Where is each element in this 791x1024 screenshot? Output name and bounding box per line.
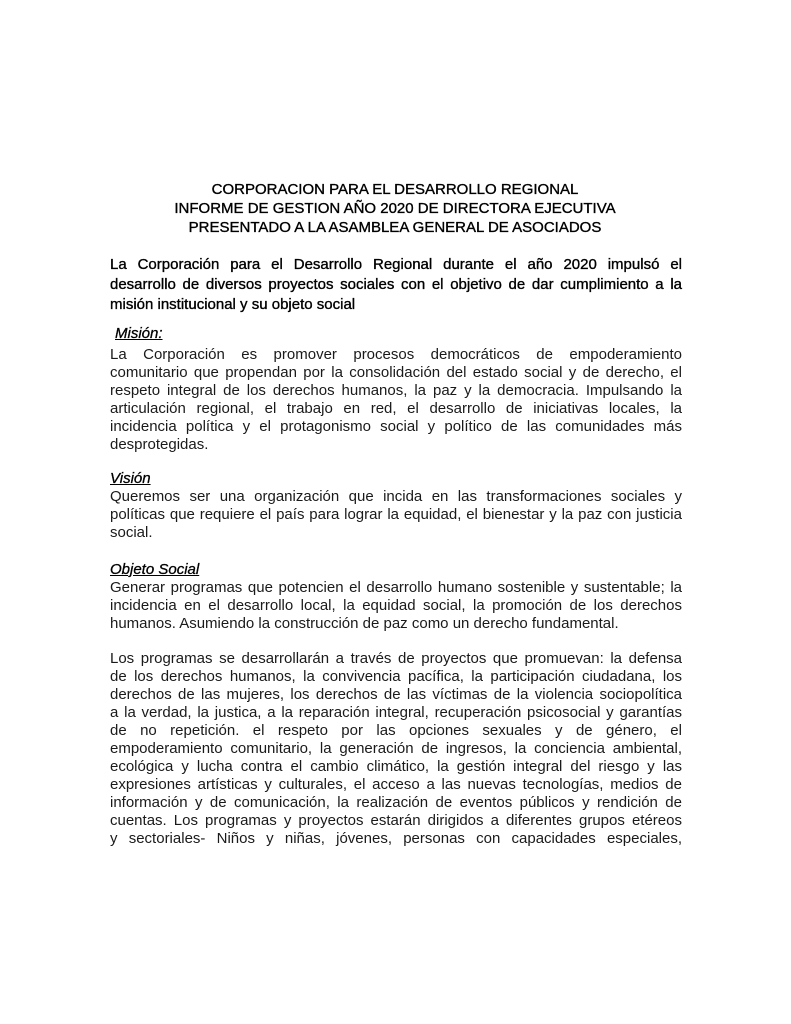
mision-line: comunitario que propendan por la consolidación del estado social y de derecho, el: [110, 364, 682, 381]
programas-line: expresiones artísticas y culturales, el acceso a las nuevas tecnologías, medios de: [110, 776, 682, 793]
vision-line: social.: [110, 524, 153, 541]
mision-paragraph: [110, 346, 682, 454]
objeto-social-paragraph: [110, 579, 682, 633]
heading-line-1: CORPORACION PARA EL DESARROLLO REGIONAL: [211, 181, 579, 198]
mision-line: La Corporación es promover procesos democráticos de empoderamiento: [110, 346, 682, 363]
vision-line: Queremos ser una organización que incida en las transformaciones sociales y: [110, 488, 682, 505]
mision-line: desprotegidas.: [110, 436, 209, 453]
intro-paragraph: [110, 255, 682, 315]
mision-line: incidencia política y el protagonismo social y político de las comunidades más: [110, 418, 682, 435]
programas-line: cuentas. Los programas y proyectos estarán dirigidos a diferentes grupos etéreos: [110, 812, 682, 829]
programas-line: empoderamiento comunitario, la generación de ingresos, la conciencia ambiental,: [110, 740, 682, 757]
vision-line: políticas que requiere el país para lograr la equidad, el bienestar y la paz con justicia: [110, 506, 682, 523]
objeto-social-title: Objeto Social: [110, 561, 200, 578]
mision-line: articulación regional, el trabajo en red, el desarrollo de iniciativas locales, la: [110, 400, 682, 417]
vision-title: Visión: [110, 470, 151, 487]
intro-line: desarrollo de diversos proyectos sociales con el objetivo de dar cumplimiento a la: [110, 276, 682, 293]
programas-line: y sectoriales- Niños y niñas, jóvenes, personas con capacidades especiales,: [110, 830, 682, 847]
mision-line: respeto integral de los derechos humanos, la paz y la democracia. Impulsando la: [110, 382, 682, 399]
programas-paragraph: [110, 650, 682, 848]
programas-line: información y de comunicación, la realización de eventos públicos y rendición de: [110, 794, 682, 811]
heading-line-3: PRESENTADO A LA ASAMBLEA GENERAL DE ASOCIADOS: [188, 219, 602, 236]
programas-line: de los derechos humanos, la convivencia pacífica, la participación ciudadana, los: [110, 668, 682, 685]
programas-line: de no repetición. el respeto por las opciones sexuales y de género, el: [110, 722, 682, 739]
programas-line: Los programas se desarrollarán a través de proyectos que promuevan: la defensa: [110, 650, 682, 667]
vision-paragraph: [110, 488, 682, 542]
objeto-line: Generar programas que potencien el desarrollo humano sostenible y sustentable; la: [110, 579, 682, 596]
programas-line: derechos de las mujeres, los derechos de las víctimas de la violencia sociopolítica: [110, 686, 682, 703]
programas-line: a la verdad, la justica, a la reparación integral, recuperación psicosocial y garantías: [110, 704, 682, 721]
programas-line: ecológica y lucha contra el cambio climático, la gestión integral del riesgo y las: [110, 758, 682, 775]
intro-line: La Corporación para el Desarrollo Regional durante el año 2020 impulsó el: [110, 256, 682, 273]
intro-line: misión institucional y su objeto social: [110, 296, 356, 313]
document-heading: [110, 180, 680, 237]
objeto-line: humanos. Asumiendo la construcción de paz como un derecho fundamental.: [110, 615, 619, 632]
mision-title: Misión:: [115, 325, 163, 342]
heading-line-2: INFORME DE GESTION AÑO 2020 DE DIRECTORA EJECUTIVA: [174, 200, 616, 217]
objeto-line: incidencia en el desarrollo local, la equidad social, la promoción de los derechos: [110, 597, 682, 614]
